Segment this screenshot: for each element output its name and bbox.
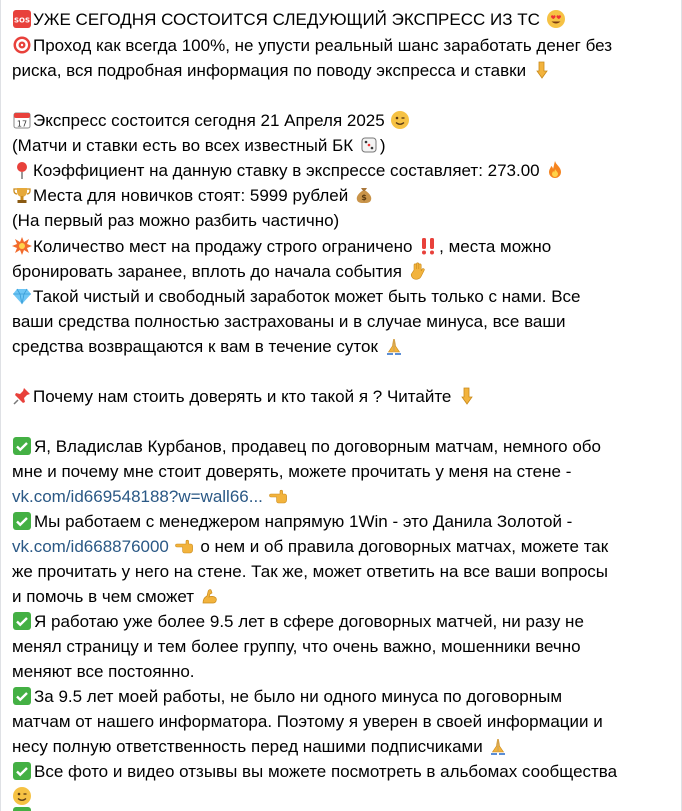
collision-icon [12,236,32,256]
record-line: За 9.5 лет моей работы, не было ни одного минуса по договорным [34,687,563,706]
experience-line-3: меняют все постоянно. [12,662,195,681]
post-line [12,133,673,158]
post-line [12,108,673,133]
about-line: Я, Владислав Курбанов, продавец по договорным матчам, немного обо [34,437,601,456]
bk-line-end: ) [379,136,386,155]
check-icon [12,511,32,531]
point-down-icon [457,386,477,406]
svg-text:SOS: SOS [13,16,31,25]
clean-line-2: ваши средства полностью застрахованы и в случае минуса, все ваши [12,312,566,331]
fire-icon [545,160,565,180]
limited-line: Количество мест на продажу строго ограничено [33,237,413,256]
calendar-icon [12,110,32,130]
post-line [12,384,673,409]
record-line-3: несу полную ответственность перед нашими подписчиками [12,737,483,756]
heart-eyes-icon [546,9,566,29]
header-title: УЖЕ СЕГОДНЯ СОСТОИТСЯ СЛЕДУЮЩИЙ ЭКСПРЕСС ИЗ ТС [33,10,540,29]
diamond-icon [12,286,32,306]
post-line [12,434,673,459]
header-subtitle: Проход как всегда 100%, не упусти реальный шанс заработать денег без [33,36,612,55]
date-line: Экспресс состоится сегодня 21 Апреля 2025 [33,111,385,130]
post-line [12,259,673,284]
limited-line-2: бронировать заранее, вплоть до начала события [12,262,402,281]
experience-line-2: менял страницу и тем более группу, что очень важно, мошенники вечно [12,637,581,656]
post-line [12,659,673,684]
post-line [12,234,673,259]
reviews-line: Все фото и видео отзывы вы можете посмотреть в альбомах сообщества [34,762,618,781]
split-line: (На первый раз можно разбить частично) [12,211,340,230]
check-icon [12,806,32,811]
post-line [12,734,673,759]
pray-icon [488,736,508,756]
check-icon [12,686,32,706]
post-line [12,559,673,584]
money-bag-icon [354,185,374,205]
post-line [12,684,673,709]
target-icon [12,35,32,55]
post-line [12,58,673,83]
muscle-icon [200,586,220,606]
post-line [12,183,673,208]
post-line [12,609,673,634]
pin-icon [12,160,32,180]
wink-icon [390,110,410,130]
check-icon [12,761,32,781]
manager-line-3: же прочитать у него на стене. Так же, может ответить на все ваши вопросы [12,562,609,581]
post-line [12,284,673,309]
trophy-icon [12,185,32,205]
post-line [12,584,673,609]
manager-line: Мы работаем с менеджером напрямую 1Win - это Данила Золотой - [34,512,573,531]
price-line: Места для новичков стоят: 5999 рублей [33,186,349,205]
post-line [12,459,673,484]
about-line-2: мне и почему мне стоит доверять, можете прочитать у меня на стене - [12,462,572,481]
pushpin-icon [12,386,32,406]
check-icon [12,436,32,456]
manager-line-4: и помочь в чем сможет [12,587,195,606]
point-down-icon [532,60,552,80]
post-line [12,309,673,334]
dice-icon [359,135,379,155]
post-line [12,484,673,509]
point-left-icon [175,536,195,556]
double-exclamation-icon [418,236,438,256]
post-line [12,509,673,534]
post-line [12,634,673,659]
post-line [12,709,673,734]
post-line [12,33,673,58]
post-line [12,208,673,233]
raised-hand-icon [408,261,428,281]
svg-text:$: $ [361,193,367,202]
header-subtitle-cont: риска, вся подробная информация по поводу экспресса и ставки [12,61,527,80]
clean-line-3: средства возвращаются к вам в течение суток [12,337,378,356]
svg-text:17: 17 [16,119,28,129]
pray-icon [384,336,404,356]
post-line [12,784,673,809]
limited-line-cont: , места можно [439,237,552,256]
profile-link[interactable]: vk.com/id669548188?w=wall66... [12,487,263,506]
post-line [12,334,673,359]
post-line [12,759,673,784]
trust-heading: Почему нам стоить доверять и кто такой я ? Читайте [33,387,452,406]
experience-line: Я работаю уже более 9.5 лет в сфере договорных матчей, ни разу не [34,612,584,631]
point-left-icon [269,486,289,506]
coef-line: Коэффициент на данную ставку в экспрессе составляет: 273.00 [33,161,540,180]
post-line [12,158,673,183]
post-line [12,534,673,559]
clean-line: Такой чистый и свободный заработок может быть только с нами. Все [33,287,581,306]
sos-icon [12,9,32,29]
wink-icon [12,786,32,806]
check-icon [12,611,32,631]
manager-line-rest: о нем и об правила договорных матчах, можете так [200,537,609,556]
post-line [12,7,673,32]
record-line-2: матчам от нашего информатора. Поэтому я уверен в своей информации и [12,712,603,731]
manager-link[interactable]: vk.com/id668876000 [12,537,169,556]
bk-line: (Матчи и ставки есть во всех известный БК [12,136,354,155]
